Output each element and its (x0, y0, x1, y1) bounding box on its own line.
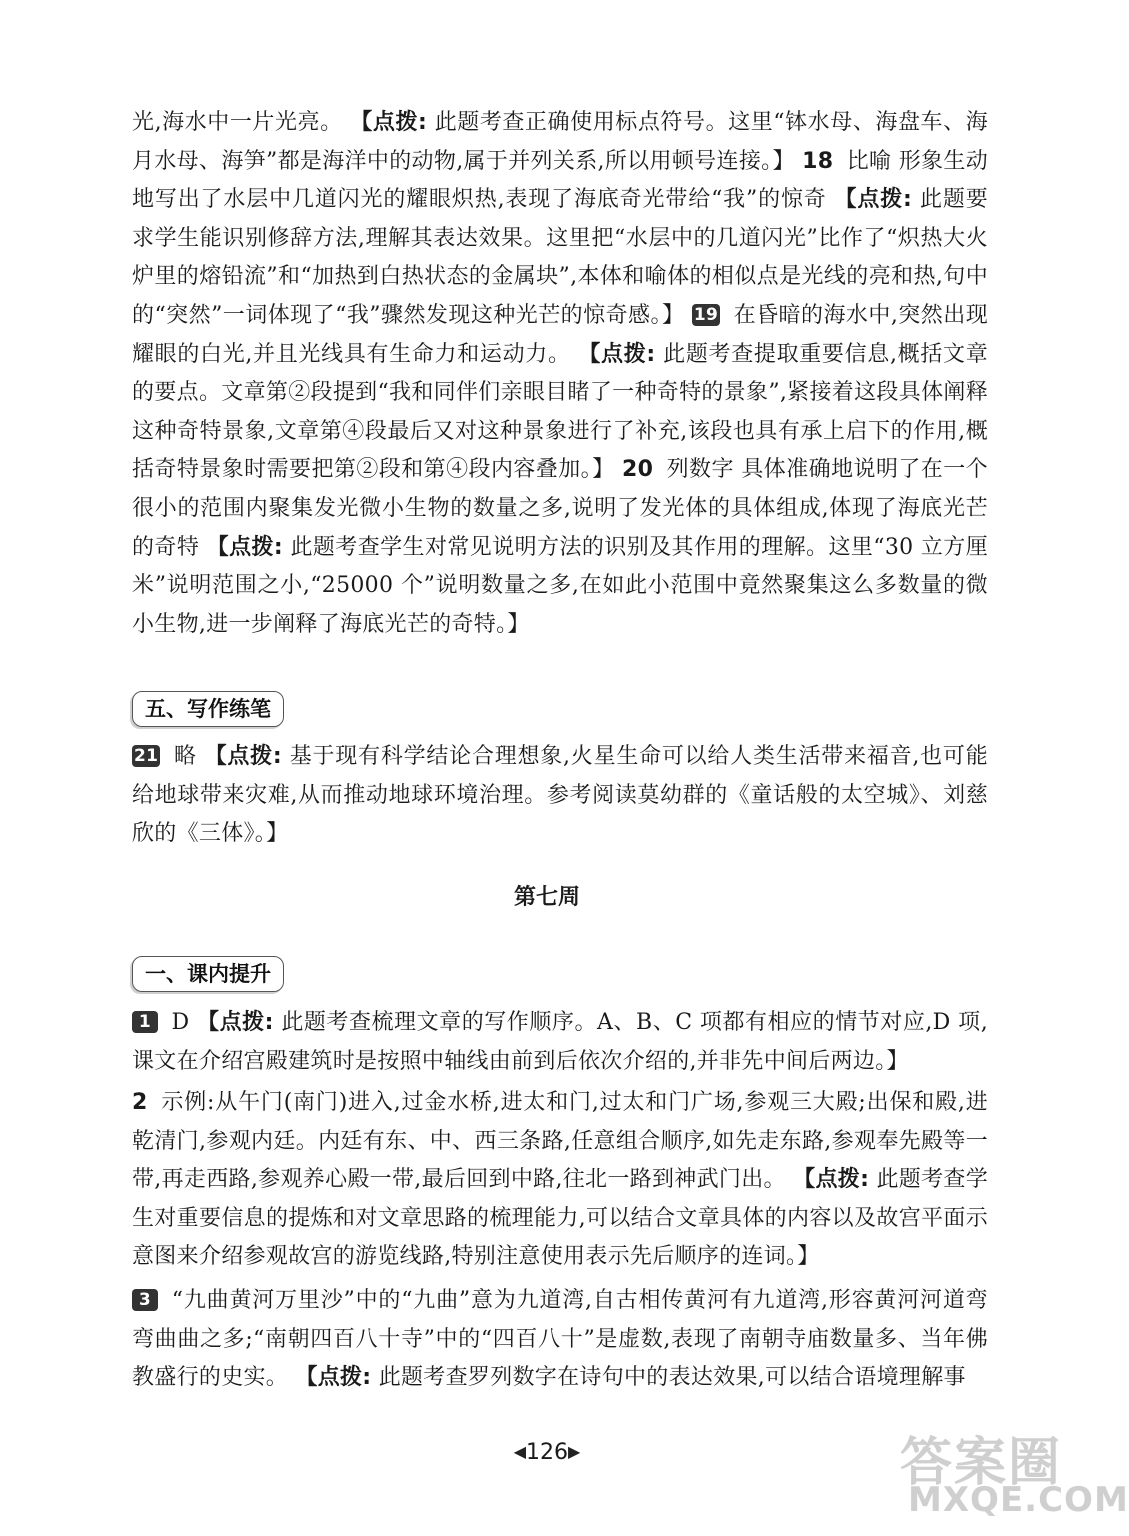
week-title: 第七周 (513, 885, 580, 910)
question-number-20: 20 (621, 457, 654, 483)
question-number-1: 1 (132, 1011, 158, 1033)
answer-paragraph-21 (132, 738, 988, 854)
watermark-logo (890, 1420, 1129, 1520)
answer-text: 光,海水中一片光亮。 (132, 110, 351, 135)
hint-text: 此题要求学生能识别修辞方法,理解其表达效果。这里把“水层中的几道闪光”比作了“炽热大火炉里的熔铅流”和“加热到白热状态的金属块”,本体和喻体的相似点是光线的亮和热,句中的“突然”一词体现了“我”骤然发现这种光芒的惊奇感。】 (132, 187, 988, 328)
page-number-value: 126 (526, 1440, 568, 1465)
triangle-left-icon: ◀ (513, 1442, 526, 1461)
answer-paragraph-3 (132, 1282, 988, 1398)
hint-label: 【点拨: (793, 1167, 870, 1193)
question-number-3: 3 (132, 1289, 158, 1311)
hint-text: 此题考查学生对重要信息的提炼和对文章思路的梳理能力,可以结合文章具体的内容以及故宫平面示意图来介绍参观故宫的游览线路,特别注意使用表示先后顺序的连词。】 (132, 1167, 989, 1270)
answer-text: 比喻 形象生动地写出了水层中几道闪光的耀眼炽热,表现了海底奇光带给“我”的惊奇 (132, 148, 988, 213)
hint-label: 【点拨: (295, 1365, 372, 1391)
hint-label: 【点拨: (350, 110, 428, 135)
answer-paragraph-1 (132, 1004, 988, 1081)
hint-text: 基于现有科学结论合理想象,火星生命可以给人类生活带来福音,也可能给地球带来灾难,从而推动地球环境治理。参考阅读莫幼群的《童话般的太空城》、刘慈欣的《三体》。】 (132, 744, 988, 847)
hint-label: 【点拨: (834, 187, 913, 213)
section-heading-in-class: 一、课内提升 (132, 956, 284, 992)
watermark-sub-text: MXQE.COM (908, 1480, 1129, 1520)
answer-text: D (164, 1010, 198, 1035)
section-heading-writing: 五、写作练笔 (132, 691, 284, 727)
answer-text: 列数字 具体准确地说明了在一个很小的范围内聚集发光微小生物的数量之多,说明了发光体的具体组成,体现了海底光芒的奇特 (132, 457, 988, 560)
hint-label: 【点拨: (197, 1010, 274, 1035)
question-number-19: 19 (693, 304, 719, 325)
question-number-21: 21 (134, 746, 159, 766)
hint-label: 【点拨: (206, 534, 284, 560)
question-number-2: 2 (132, 1090, 148, 1115)
answer-text: 略 (166, 744, 205, 769)
watermark-main-text: 答案圈 (900, 1433, 1063, 1493)
hint-label: 【点拨: (578, 341, 656, 367)
hint-label: 【点拨: (204, 744, 282, 769)
hint-text: 此题考查学生对常见说明方法的识别及其作用的理解。这里“30 立方厘米”说明范围之小,“25000 个”说明数量之多,在如此小范围中竟然聚集这么多数量的微小生物,进一步阐释了海底光芒的奇特。】 (132, 534, 988, 637)
hint-text: 此题考查提取重要信息,概括文章的要点。文章第②段提到“我和同伴们亲眼目睹了一种奇特的景象”,紧接着这段具体阐释这种奇特景象,文章第④段最后又对这种景象进行了补充,该段也具有承上启下的作用,概括奇特景象时需要把第②段和第④段内容叠加。】 (132, 341, 989, 483)
answer-paragraph-17-20 (132, 104, 988, 644)
answer-text: 示例:从午门(南门)进入,过金水桥,进太和门,过太和门广场,参观三大殿;出保和殿,进乾清门,参观内廷。内廷有东、中、西三条路,任意组合顺序,如先走东路,参观奉先殿等一带,再走西路,参观养心殿一带,最后回到中路,往北一路到神武门出。 (132, 1090, 988, 1193)
answer-text: “九曲黄河万里沙”中的“九曲”意为九道湾,自古相传黄河有九道湾,形容黄河河道弯弯曲曲之多;“南朝四百八十寺”中的“四百八十”是虚数,表现了南朝寺庙数量多、当年佛教盛行的史实。 (132, 1288, 988, 1391)
answer-paragraph-2 (132, 1084, 988, 1277)
hint-text: 此题考查正确使用标点符号。这里“钵水母、海盘车、海月水母、海笋”都是海洋中的动物,属于并列关系,所以用顿号连接。】 (132, 110, 988, 174)
answer-text: 在昏暗的海水中,突然出现耀眼的白光,并且光线具有生命力和运动力。 (132, 302, 988, 367)
triangle-right-icon: ▶ (568, 1442, 581, 1461)
hint-text: 此题考查罗列数字在诗句中的表达效果,可以结合语境理解事 (371, 1365, 966, 1391)
question-number-18: 18 (802, 148, 834, 174)
hint-text: 此题考查梳理文章的写作顺序。A、B、C 项都有相应的情节对应,D 项,课文在介绍宫殿建筑时是按照中轴线由前到后依次介绍的,并非先中间后两边。】 (132, 1010, 989, 1074)
